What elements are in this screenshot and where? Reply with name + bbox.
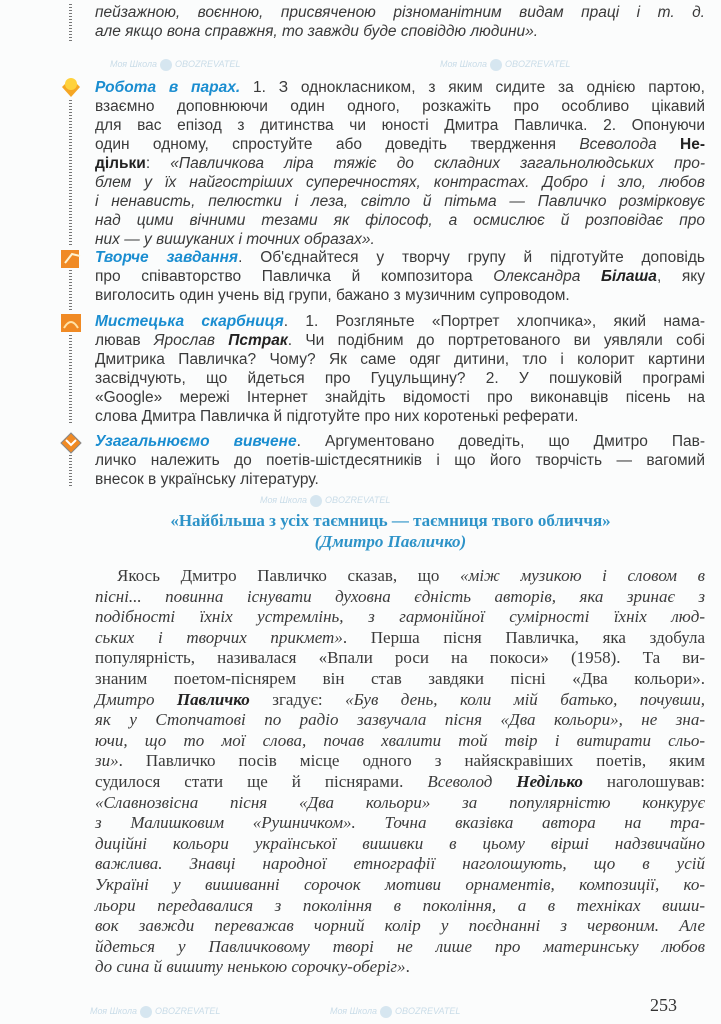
text-run: один одному, спростуйте або доведіть твердження [95, 136, 580, 153]
text-line [95, 937, 705, 958]
text-line [95, 173, 705, 192]
text-run: з Малишковим «Рушничком». Точна вказівка автора на тра- [95, 813, 705, 833]
text-run: . Об'єднайтеся у творчу групу й підготуйте доповідь [238, 249, 705, 266]
text-line [95, 793, 705, 814]
text-run: блем у їх найгостріших суперечностях, контрастах. Добро і зло, любов [95, 174, 705, 191]
text-run: : [145, 155, 171, 172]
text-line [95, 957, 705, 978]
task-heading: Творче завдання [95, 249, 239, 266]
text-run: зи» [95, 751, 119, 771]
creative-task-icon [60, 248, 82, 270]
text-run: . Павличко посів місце одного з найяскравіших поетів, яким [118, 751, 705, 771]
text-run: йдеться у Павличковому творі не лише про материнську любов [95, 936, 705, 956]
watermark-school-text: Моя Школа [110, 59, 158, 69]
watermark [330, 1004, 460, 1018]
text-run: Олександра [493, 268, 601, 285]
watermark-school-text: Моя Школа [260, 495, 308, 505]
text-run: судилося стати ще й піснярами. [95, 771, 428, 791]
text-line [95, 230, 705, 249]
text-run: Всеволод [427, 771, 517, 791]
section-rail [69, 4, 72, 42]
text-run: до сина й вишиту ненькою сорочку-оберіг» [95, 957, 406, 977]
watermark-brand-text: OBOZREVATEL [395, 1006, 461, 1016]
text-run: взаємно доповнюючи один одного, розкажіть про особливо цікавий [95, 98, 705, 115]
watermark-logo-icon [140, 1006, 152, 1018]
text-line [95, 312, 705, 331]
task-heading: Мистецька скарбниця [95, 313, 284, 330]
text-run: Не- [680, 136, 705, 153]
watermark-logo-icon [310, 495, 322, 507]
text-run: ючи, що то мої слова, почав хвалити той твір і витирати сльо- [95, 730, 705, 750]
text-run: пісні... повинна існувати духовна єдність авторів, яка зринає з [95, 586, 705, 606]
text-line [95, 834, 705, 855]
text-line [95, 248, 705, 267]
text-run: . Чи подібним до портретованого ви уявляли собі [287, 332, 705, 349]
watermark-school-text: Моя Школа [90, 1006, 138, 1016]
text-run: личко належить до поетів-шістдесятників і що його творчість — вагомий [95, 452, 705, 469]
section-rail [69, 270, 72, 310]
text-run: вок завжди переважав чорний колір у поєднанні з червоним. Але [95, 916, 705, 936]
text-run: дільки [95, 155, 146, 172]
text-run: . Аргументовано доведіть, що Дмитро Пав- [296, 433, 705, 450]
text-line [95, 22, 705, 41]
text-line [95, 916, 705, 937]
task-art-treasury [95, 312, 705, 426]
text-run: льори передавалися з покоління в покоління, а в техніках виши- [95, 895, 705, 915]
text-run: Пстрак [228, 332, 288, 349]
text-line [95, 211, 705, 230]
text-run: Білаша [600, 268, 657, 285]
text-line [95, 710, 705, 731]
watermark-school-text: Моя Школа [440, 59, 488, 69]
text-line [95, 566, 705, 587]
text-run: пейзажною, воєнною, присвяченою різноманітним видам праці і т. д. [95, 4, 705, 21]
text-line [95, 432, 705, 451]
watermark-brand-text: OBOZREVATEL [155, 1006, 221, 1016]
text-run: «Google» мережі Інтернет знайдіть відомості про виконавців пісень на [95, 389, 705, 406]
text-run: Всеволода [579, 136, 681, 153]
text-line [95, 607, 705, 628]
text-line [95, 350, 705, 369]
text-run: Павличко [176, 689, 250, 709]
page-number: 253 [650, 995, 677, 1015]
text-run: для вас епізод з дитинства чи юності Дмитра Павличка. 2. Опонуючи [95, 117, 705, 134]
text-run: Ярослав [153, 332, 229, 349]
task-pair-work [95, 78, 705, 249]
text-run: Якось Дмитро Павличко сказав, що [117, 566, 460, 585]
text-run: наголошував: [582, 771, 705, 791]
text-line [95, 154, 705, 173]
watermark-logo-icon [380, 1006, 392, 1018]
text-run: про співавторство Павличка й композитора [95, 268, 494, 285]
text-run: , яку [656, 268, 705, 285]
text-line [95, 896, 705, 917]
text-line [95, 286, 705, 305]
text-line [95, 407, 705, 426]
text-run: . 1. Розгляньте «Портрет хлопчика», який нама- [283, 313, 705, 330]
text-run: «Павличкова ліра тяжіє до складних загальнолюдських про- [170, 155, 705, 172]
task-heading: Узагальнюємо вивчене [95, 433, 297, 450]
text-run: знаним поетом-піснярем він став завдяки пісні «Два кольори». [95, 668, 705, 688]
text-run: але якщо вона справжня, то завжди буде сповіддю людини». [95, 23, 539, 40]
text-line [95, 97, 705, 116]
task-summary [95, 432, 705, 489]
text-line [95, 135, 705, 154]
art-treasury-icon [60, 312, 82, 334]
text-line [95, 116, 705, 135]
text-line [95, 192, 705, 211]
text-run: Україні у вишиванні сорочок мотиви орнаментів, композиції, ко- [95, 874, 705, 894]
text-line [95, 3, 705, 22]
watermark-logo-icon [490, 59, 502, 71]
text-run: «Славнозвісна пісня «Два кольори» за популярністю конкурує [95, 792, 705, 812]
text-line [95, 669, 705, 690]
text-line [95, 772, 705, 793]
task-heading: Робота в парах. [95, 79, 241, 96]
quote-ending [95, 3, 705, 41]
text-run: як у Стопчатові по радіо зазвучала пісня «Два кольори», не зна- [95, 710, 705, 730]
text-line [95, 451, 705, 470]
section-title: «Найбільша з усіх таємниць — таємниця твого обличчя» [170, 511, 611, 530]
text-run: «Був день, коли мій батько, почувши, [345, 689, 705, 709]
watermark [440, 57, 570, 71]
text-run: популярність, називалася «Впали роси на покоси» (1958). Та ви- [95, 648, 705, 668]
text-run: Дмитрика Павличка? Чому? Як саме одяг дитини, тло і колорит картини [95, 351, 705, 368]
text-run: них — у вишуканих і точних образах». [95, 231, 375, 248]
text-run: виголосить один учень від групи, бажано з музичним супроводом. [95, 287, 570, 304]
text-line [95, 388, 705, 407]
text-run: слова Дмитра Павличка й підготуйте про них коротенькі реферати. [95, 408, 579, 425]
text-run: диційні кольори української вишивки в цьому вірші надзвичайно [95, 833, 705, 853]
body-text [95, 566, 705, 978]
watermark-logo-icon [160, 59, 172, 71]
watermark-brand-text: OBOZREVATEL [505, 59, 571, 69]
watermark [260, 493, 390, 507]
text-run: над цими вічними тезами як філософ, а осмислює й розповідає про [95, 212, 705, 229]
text-run: Неділько [516, 771, 583, 791]
lightbulb-diamond-icon [60, 76, 82, 98]
text-run: лював [95, 332, 154, 349]
text-run: Дмитро [95, 689, 177, 709]
text-run: ських і творчих прикмет» [95, 627, 343, 647]
section-rail [69, 455, 72, 487]
watermark-school-text: Моя Школа [330, 1006, 378, 1016]
text-line [95, 267, 705, 286]
text-run: . Перша пісня Павличка, яка здобула [342, 627, 705, 647]
text-run: 1. З однокласником, з яким сидите за однією партою, [240, 79, 705, 96]
watermark [110, 57, 240, 71]
text-run: . [405, 957, 410, 977]
summary-diamond-icon [60, 432, 82, 454]
text-line [95, 587, 705, 608]
text-line [95, 751, 705, 772]
text-line [95, 470, 705, 489]
text-run: внесок в українську літературу. [95, 471, 319, 488]
text-line [95, 813, 705, 834]
text-line [95, 369, 705, 388]
text-line [95, 854, 705, 875]
text-line [95, 731, 705, 752]
text-line [95, 331, 705, 350]
watermark-brand-text: OBOZREVATEL [325, 495, 391, 505]
text-line [95, 628, 705, 649]
text-line [95, 78, 705, 97]
text-run: згадує: [249, 689, 346, 709]
text-run: важлива. Знавці народної етнографії наголошують, що в усій [95, 854, 705, 874]
section-rail [69, 100, 72, 245]
text-line [95, 648, 705, 669]
task-creative [95, 248, 705, 305]
section-title-author: (Дмитро Павличко) [314, 532, 467, 551]
text-line [95, 875, 705, 896]
watermark [90, 1004, 220, 1018]
text-run: засвідчують, що йдеться про Гуцульщину? 2. У пошуковій програмі [95, 370, 705, 387]
text-run: і ненависть, пелюстки і леза, світло й пітьма — Павличко розмірковує [95, 193, 705, 210]
watermark-brand-text: OBOZREVATEL [175, 59, 241, 69]
section-rail [69, 335, 72, 425]
text-run: подібності їхніх устремлінь, з гармонійної сумірності їхніх люд- [95, 607, 705, 627]
text-run: «між музикою і словом в [459, 566, 706, 585]
text-line [95, 690, 705, 711]
